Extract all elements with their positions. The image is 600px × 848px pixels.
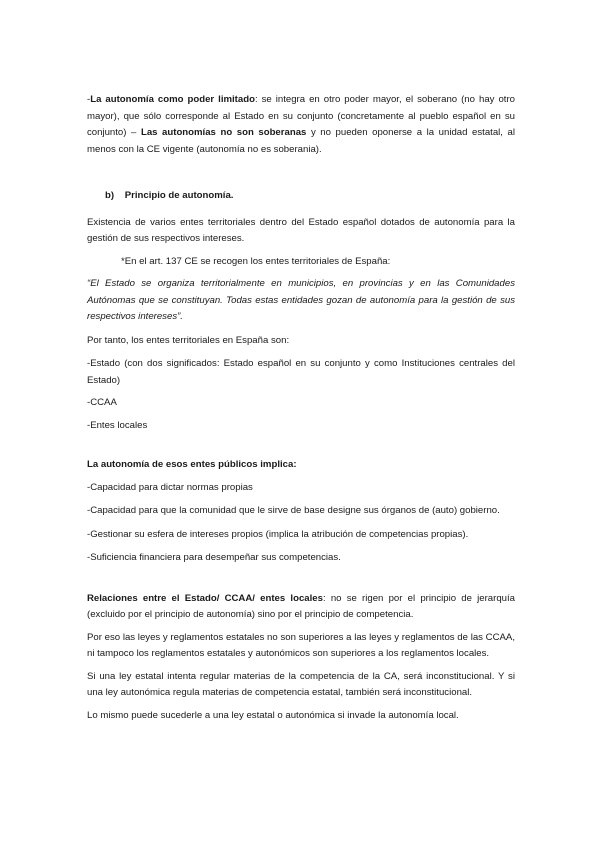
list-item-ccaa: -CCAA: [87, 397, 117, 408]
list-item-suficiencia: -Suficiencia financiera para desempeñar sus competencias.: [87, 552, 341, 563]
paragraph-existencia: Existencia de varios entes territoriales dentro del Estado español dotados de autonomía para la gestión de sus respectivos intereses.: [87, 216, 515, 244]
list-item-entes-locales: -Entes locales: [87, 419, 148, 431]
section-heading-implica: La autonomía de esos entes públicos implica:: [87, 459, 297, 470]
paragraph-autonomia-limitada: [87, 92, 515, 158]
bold-term-no-soberanas: Las autonomías no son soberanas: [140, 127, 307, 138]
paragraph-inconstitucional: Si una ley estatal intenta regular materias de la competencia de la CA, será inconstitucional. Y si una ley autonómica regula materias de competencia estatal, también será inconstitucional.: [87, 670, 515, 698]
bold-term-poder-limitado: La autonomía como poder limitado: [90, 94, 255, 105]
document-page: [87, 92, 515, 724]
list-item-intereses: -Gestionar su esfera de intereses propios (implica la atribución de competencias propias).: [87, 528, 469, 540]
paragraph-text: y no pueden oponerse a la unidad estatal, al menos con la CE vigente (autonomía no es soberania).: [87, 127, 515, 155]
paragraph-por-eso: Por eso las leyes y reglamentos estatales no son superiores a las leyes y reglamentos de las CCAA, ni tampoco los reglamentos estatales y autonómicos son superiores a los reglamentos locales.: [87, 631, 515, 659]
paragraph-por-tanto: Por tanto, los entes territoriales en España son:: [87, 334, 290, 346]
dash: -: [87, 94, 91, 105]
paragraph-text: : no se rigen por el principio de jerarquía (excluido por el principio de autonomía) sino por el principio de competencia.: [87, 592, 515, 620]
list-item-estado: -Estado (con dos significados: Estado español en su conjunto y como Instituciones centrales del Estado): [87, 358, 515, 386]
paragraph-autonomia-local: Lo mismo puede sucederle a una ley estatal o autonómica si invade la autonomía local.: [87, 709, 459, 721]
paragraph-text: : se integra en otro poder mayor, el soberano (no hay otro mayor), que sólo corresponde al Estado en su conjunto (concretamente al pueblo español en su conjunto) –: [87, 94, 515, 138]
paragraph-relaciones: [87, 591, 515, 624]
bold-term-relaciones: Relaciones entre el Estado/ CCAA/ entes locales: [87, 592, 323, 604]
list-item-normas: -Capacidad para dictar normas propias: [87, 481, 253, 493]
paragraph-art-137: *En el art. 137 CE se recogen los entes territoriales de España:: [121, 255, 391, 267]
list-item-organos: -Capacidad para que la comunidad que le sirve de base designe sus órganos de (auto) gobierno.: [87, 505, 500, 516]
section-heading-principio-autonomia: b) Principio de autonomía.: [105, 190, 234, 201]
quote-art-137: “El Estado se organiza territorialmente en municipios, en provincias y en las Comunidades Autónomas que se constituyan. Todas estas entidades gozan de autonomía para la gestión de sus respectivos intereses”.: [87, 278, 515, 322]
